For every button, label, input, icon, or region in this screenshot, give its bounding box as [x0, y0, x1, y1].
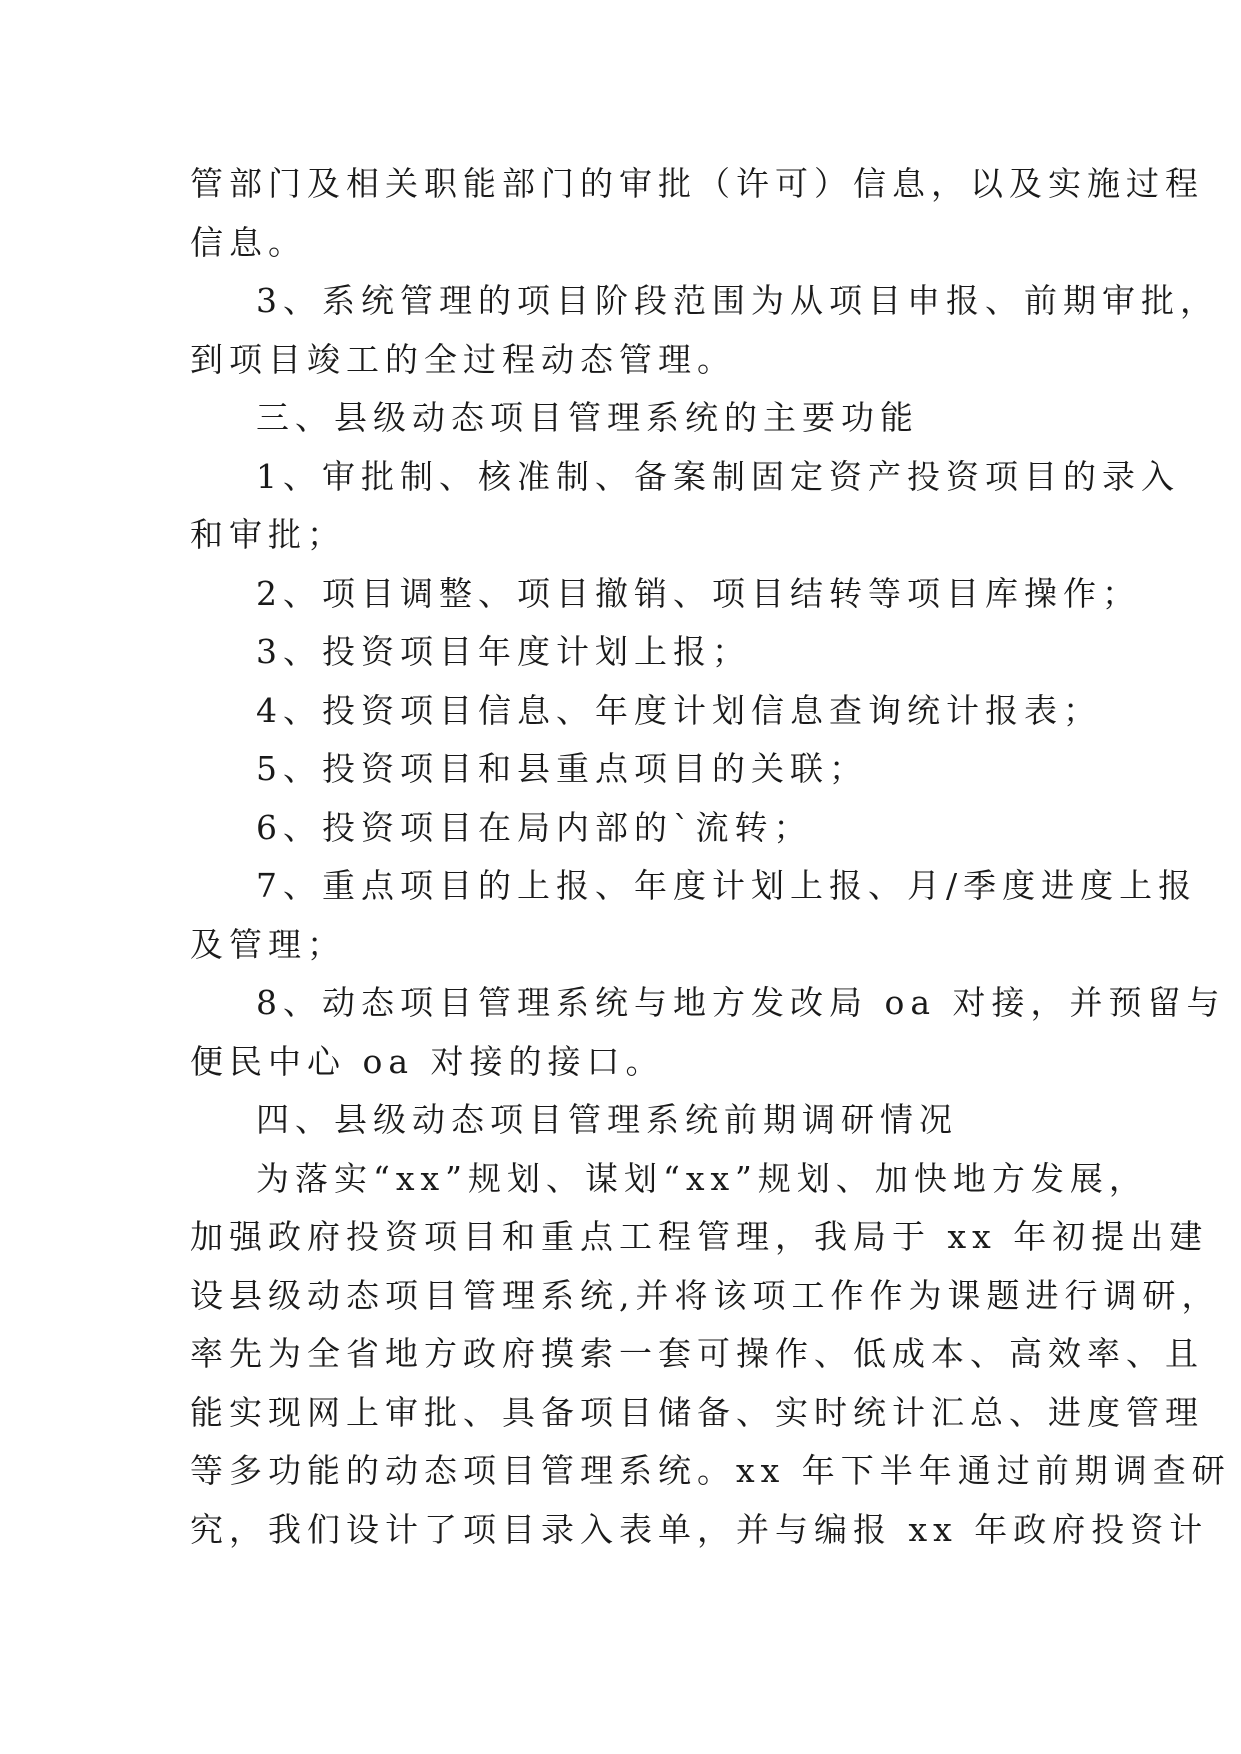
paragraph: [190, 389, 1070, 448]
paragraph: [190, 857, 1198, 974]
paragraph: [190, 565, 1141, 624]
text-line: 设县级动态项目管理系统,并将该项工作作为课题进行调研，: [190, 1275, 1221, 1315]
text-line: 四、县级动态项目管理系统前期调研情况: [256, 1100, 958, 1139]
text-line: 2、项目调整、项目撤销、项目结转等项目库操作；: [256, 573, 1141, 613]
text-line: 和审批；: [190, 515, 346, 554]
text-line: 加强政府投资项目和重点工程管理，我局于 xx 年初提出建: [190, 1217, 1209, 1256]
text-line: 到项目竣工的全过程动态管理。: [190, 339, 736, 379]
paragraph: [190, 272, 1219, 389]
text-line: 8、动态项目管理系统与地方发改局 oa 对接，并预留与: [256, 983, 1226, 1022]
text-line: 管部门及相关职能部门的审批（许可）信息，以及实施过程: [190, 164, 1204, 203]
text-line: 究，我们设计了项目录入表单，并与编报 xx 年政府投资计: [190, 1509, 1209, 1549]
text-line: 5、投资项目和县重点项目的关联；: [256, 749, 868, 788]
paragraph: [190, 740, 1070, 799]
text-line: 信息。: [190, 222, 307, 262]
paragraph: [190, 799, 1070, 858]
paragraph: [190, 623, 1070, 682]
text-line: 三、县级动态项目管理系统的主要功能: [256, 398, 919, 437]
paragraph: [190, 155, 1204, 272]
text-line: 便民中心 oa 对接的接口。: [190, 1041, 665, 1081]
text-line: 1、审批制、核准制、备案制固定资产投资项目的录入: [256, 456, 1180, 496]
document-body: [190, 155, 1231, 1559]
text-line: 率先为全省地方政府摸索一套可操作、低成本、高效率、且: [190, 1334, 1204, 1373]
paragraph: [190, 448, 1180, 565]
text-line: 4、投资项目信息、年度计划信息查询统计报表；: [256, 690, 1102, 730]
paragraph: [190, 1091, 1070, 1150]
text-line: 能实现网上审批、具备项目储备、实时统计汇总、进度管理: [190, 1392, 1204, 1432]
paragraph: [190, 1150, 1231, 1560]
text-line: 3、系统管理的项目阶段范围为从项目申报、前期审批，: [256, 281, 1219, 320]
text-line: 6、投资项目在局内部的`流转；: [256, 807, 813, 847]
text-line: 等多功能的动态项目管理系统。xx 年下半年通过前期调查研: [190, 1451, 1231, 1490]
paragraph: [190, 974, 1226, 1091]
text-line: 及管理；: [190, 924, 346, 964]
paragraph: [190, 682, 1102, 741]
text-line: 为落实“xx”规划、谋划“xx”规划、加快地方发展，: [256, 1158, 1148, 1198]
text-line: 7、重点项目的上报、年度计划上报、月/季度进度上报: [256, 866, 1198, 905]
text-line: 3、投资项目年度计划上报；: [256, 632, 751, 671]
